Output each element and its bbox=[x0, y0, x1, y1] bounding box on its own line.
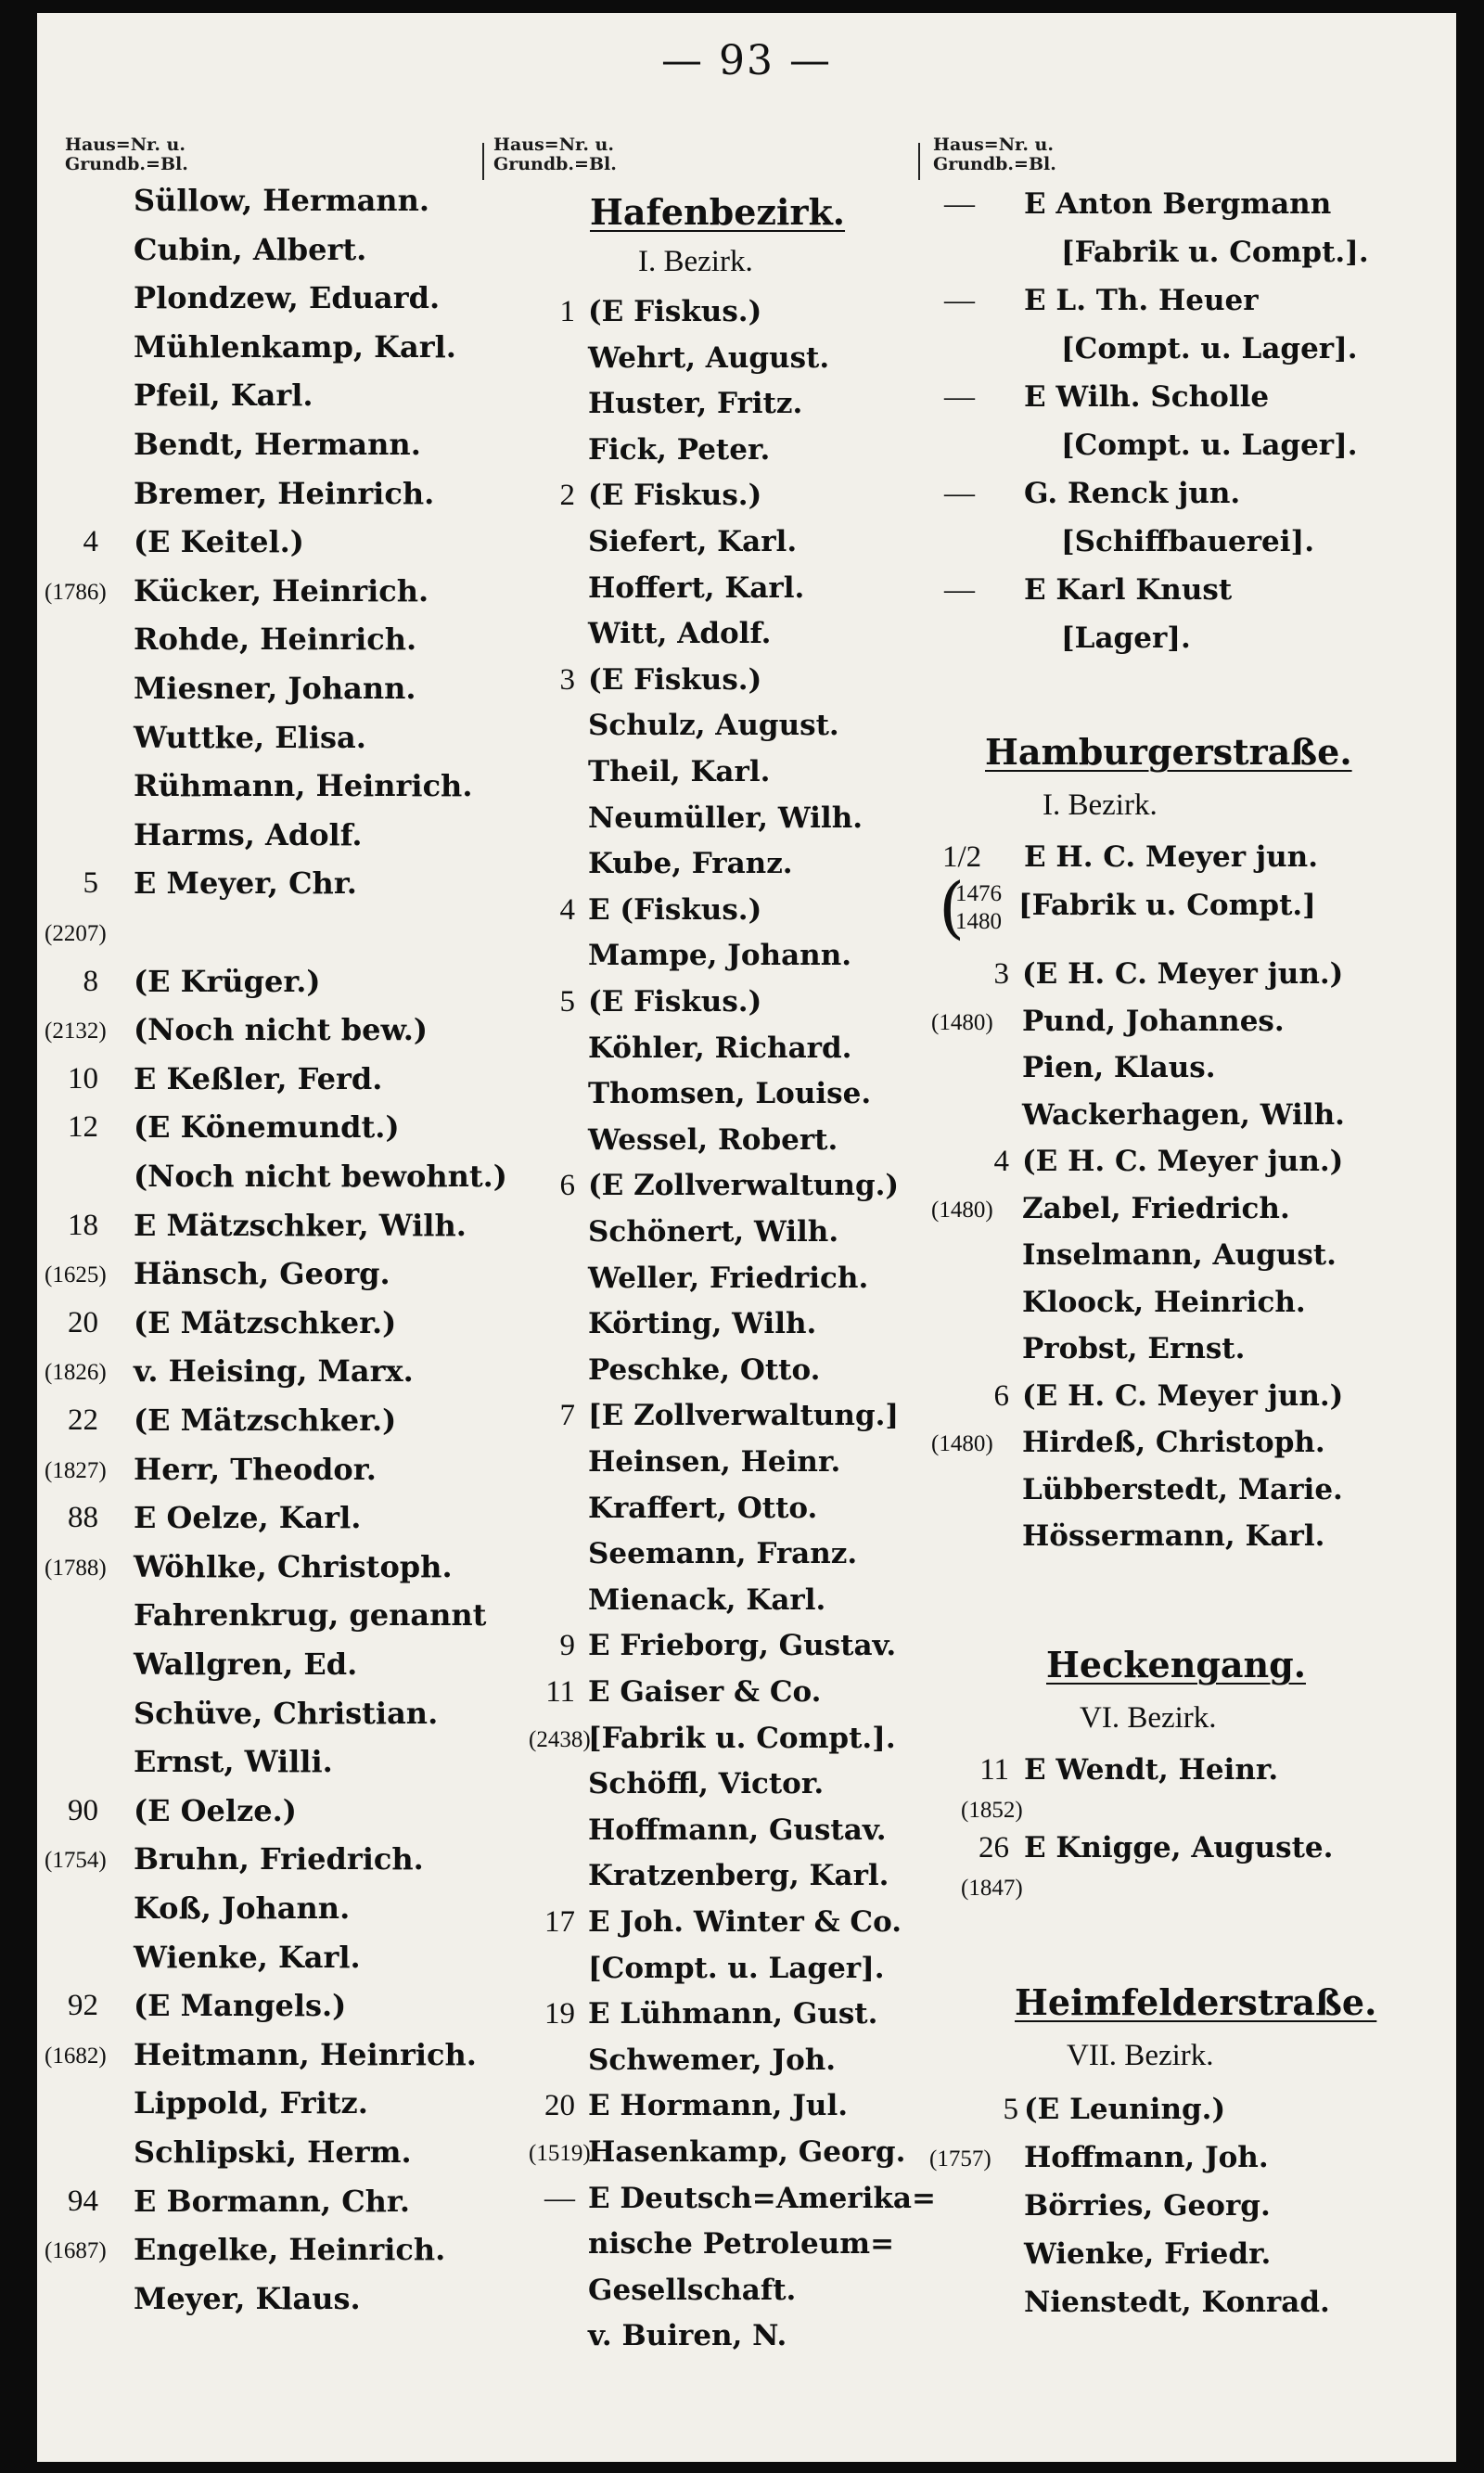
entry-text: [Fabrik u. Compt.]. bbox=[588, 1721, 896, 1755]
grundbuch-number: (1687) bbox=[45, 2238, 107, 2264]
entry-text: E (Fiskus.) bbox=[588, 892, 762, 927]
grundbuch-number: (2132) bbox=[45, 1019, 107, 1044]
entry-text: E Lühmann, Gust. bbox=[588, 1997, 878, 2031]
dash-marker: — bbox=[944, 380, 975, 414]
entry-text: Ernst, Willi. bbox=[134, 1744, 333, 1780]
entry-text: Harms, Adolf. bbox=[134, 816, 363, 852]
entry-text: (E Keitel.) bbox=[134, 524, 304, 560]
entry-text: Wienke, Friedr. bbox=[1024, 2237, 1272, 2271]
entry-text: Schulz, August. bbox=[588, 709, 839, 743]
entry-text: Probst, Ernst. bbox=[1022, 1332, 1246, 1365]
entry-text: (E Mätzschker.) bbox=[134, 1403, 397, 1438]
entry-text: Kücker, Heinrich. bbox=[134, 572, 429, 609]
district-label: I. Bezirk. bbox=[1043, 788, 1158, 822]
entry-text: E Karl Knust bbox=[1024, 573, 1233, 607]
grundbuch-number: (1788) bbox=[45, 1555, 107, 1581]
entry-text: Hoffert, Karl. bbox=[588, 570, 805, 605]
entry-text: Börries, Georg. bbox=[1024, 2189, 1271, 2223]
entry-text: Bremer, Heinrich. bbox=[134, 475, 435, 511]
entry-text: E Bormann, Chr. bbox=[134, 2183, 410, 2219]
entry-text: Bendt, Hermann. bbox=[134, 427, 421, 462]
entry-text: Hasenkamp, Georg. bbox=[588, 2135, 906, 2169]
entry-text: Nienstedt, Konrad. bbox=[1024, 2286, 1330, 2319]
entry-text: E Meyer, Chr. bbox=[134, 865, 357, 902]
entry-text: G. Renck jun. bbox=[1024, 477, 1241, 510]
entry-text: Pien, Klaus. bbox=[1022, 1051, 1216, 1084]
entry-text: Kratzenberg, Karl. bbox=[588, 1859, 889, 1893]
grundbuch-number: 1480 bbox=[955, 909, 1002, 934]
entry-text: [Compt. u. Lager]. bbox=[1061, 429, 1358, 462]
grundbuch-number: (1852) bbox=[961, 1798, 1023, 1823]
entry-text: Huster, Fritz. bbox=[588, 387, 803, 421]
entry-text: Heitmann, Heinrich. bbox=[134, 2036, 477, 2072]
entry-text: Cubin, Albert. bbox=[134, 231, 367, 267]
entry-text: Witt, Adolf. bbox=[588, 617, 772, 651]
entry-text: Schwemer, Joh. bbox=[588, 2043, 837, 2077]
grundbuch-number: (1757) bbox=[929, 2146, 991, 2172]
entry-text: Köhler, Richard. bbox=[588, 1031, 852, 1065]
house-number: 4 bbox=[83, 525, 98, 559]
entry-text: (E Mangels.) bbox=[134, 1988, 347, 2024]
entry-text: Wehrt, August. bbox=[588, 340, 830, 375]
house-number: 5 bbox=[1003, 2093, 1018, 2126]
district-label: VII. Bezirk. bbox=[1067, 2039, 1214, 2072]
grundbuch-number: (2438) bbox=[529, 1726, 591, 1752]
house-number: 26 bbox=[979, 1831, 1009, 1864]
street-heading: Hafenbezirk. bbox=[590, 191, 846, 233]
document-page bbox=[37, 13, 1456, 2462]
entry-text: Wallgren, Ed. bbox=[134, 1647, 358, 1682]
grundbuch-number: (1625) bbox=[45, 1262, 107, 1288]
house-number: 90 bbox=[68, 1793, 98, 1827]
entry-text: Zabel, Friedrich. bbox=[1022, 1191, 1290, 1225]
entry-text: Peschke, Otto. bbox=[588, 1352, 821, 1387]
entry-text: E Frieborg, Gustav. bbox=[588, 1629, 897, 1663]
grundbuch-number: (1682) bbox=[45, 2043, 107, 2069]
entry-text: Seemann, Franz. bbox=[588, 1537, 858, 1571]
entry-text: Meyer, Klaus. bbox=[134, 2280, 361, 2316]
entry-text: Hirdeß, Christoph. bbox=[1022, 1426, 1325, 1459]
entry-text: Wessel, Robert. bbox=[588, 1122, 838, 1157]
column-header-3: Haus=Nr. u. Grundb.=Bl. bbox=[933, 135, 1056, 174]
entry-text: (E Zollverwaltung.) bbox=[588, 1169, 900, 1203]
house-number: 10 bbox=[68, 1061, 98, 1096]
entry-text: Mühlenkamp, Karl. bbox=[134, 328, 456, 365]
entry-text: E Anton Bergmann bbox=[1024, 187, 1332, 221]
house-number: 11 bbox=[545, 1675, 575, 1709]
entry-text: (E H. C. Meyer jun.) bbox=[1022, 1145, 1344, 1178]
entry-text: Heinsen, Heinr. bbox=[588, 1445, 841, 1479]
entry-text: Hänsch, Georg. bbox=[134, 1256, 390, 1292]
entry-text: Lippold, Fritz. bbox=[134, 2085, 368, 2121]
entry-text: Wackerhagen, Wilh. bbox=[1022, 1097, 1345, 1132]
entry-text: (E Könemundt.) bbox=[134, 1109, 400, 1146]
entry-text: Bruhn, Friedrich. bbox=[134, 1841, 424, 1877]
entry-text: Inselmann, August. bbox=[1022, 1238, 1337, 1272]
entry-text: Engelke, Heinrich. bbox=[134, 2232, 446, 2268]
grundbuch-number: (1826) bbox=[45, 1360, 107, 1386]
entry-text: [Lager]. bbox=[1061, 621, 1191, 655]
entry-text: E Wilh. Scholle bbox=[1024, 380, 1270, 414]
house-number: 8 bbox=[83, 964, 98, 998]
entry-text: Rohde, Heinrich. bbox=[134, 621, 417, 658]
entry-text: (E Fiskus.) bbox=[588, 479, 762, 513]
page-number: — 93 — bbox=[661, 37, 832, 84]
house-number: 1/2 bbox=[942, 840, 982, 874]
entry-text: (E Fiskus.) bbox=[588, 985, 762, 1019]
entry-text: E Gaiser & Co. bbox=[588, 1675, 822, 1709]
entry-text: Plondzew, Eduard. bbox=[134, 280, 441, 316]
entry-text: Schönert, Wilh. bbox=[588, 1215, 839, 1249]
entry-text: E Knigge, Auguste. bbox=[1024, 1831, 1334, 1864]
entry-text: E Mätzschker, Wilh. bbox=[134, 1207, 467, 1243]
house-number: 9 bbox=[559, 1629, 575, 1663]
entry-text: Weller, Friedrich. bbox=[588, 1261, 869, 1295]
entry-text: Körting, Wilh. bbox=[588, 1307, 817, 1341]
house-number: 88 bbox=[68, 1501, 98, 1535]
entry-text: Hoffmann, Gustav. bbox=[588, 1813, 887, 1847]
entry-text: (E Fiskus.) bbox=[588, 295, 762, 328]
entry-text: Schöffl, Victor. bbox=[588, 1767, 825, 1801]
entry-text: E Deutsch=Amerika= bbox=[588, 2181, 936, 2215]
grundbuch-number: (1827) bbox=[45, 1457, 107, 1483]
column-header-1: Haus=Nr. u. Grundb.=Bl. bbox=[65, 135, 188, 174]
street-heading: Heimfelderstraße. bbox=[1015, 1981, 1377, 2023]
entry-text: Mampe, Johann. bbox=[588, 939, 852, 973]
grundbuch-number: (2207) bbox=[45, 921, 107, 946]
entry-text: Hössermann, Karl. bbox=[1022, 1519, 1325, 1553]
entry-text: E L. Th. Heuer bbox=[1024, 284, 1259, 317]
entry-text: (E Fiskus.) bbox=[588, 662, 762, 697]
house-number: 11 bbox=[979, 1753, 1009, 1787]
entry-text: (Noch nicht bewohnt.) bbox=[134, 1159, 507, 1194]
entry-text: Kloock, Heinrich. bbox=[1022, 1285, 1306, 1319]
grundbuch-number: (1519) bbox=[529, 2141, 591, 2166]
entry-text: E H. C. Meyer jun. bbox=[1024, 840, 1318, 874]
house-number: 6 bbox=[993, 1378, 1009, 1413]
house-number: 6 bbox=[559, 1169, 575, 1203]
entry-text: Lübberstedt, Marie. bbox=[1022, 1472, 1343, 1506]
entry-text: v. Heising, Marx. bbox=[134, 1353, 414, 1390]
entry-text: Pfeil, Karl. bbox=[134, 378, 313, 414]
entry-text: Herr, Theodor. bbox=[134, 1451, 377, 1487]
entry-text: Wöhlke, Christoph. bbox=[134, 1548, 453, 1584]
house-number: 4 bbox=[993, 1145, 1009, 1178]
entry-text: Wuttke, Elisa. bbox=[134, 719, 366, 755]
entry-text: Hoffmann, Joh. bbox=[1024, 2141, 1269, 2174]
house-number: 20 bbox=[68, 1305, 98, 1339]
entry-text: nische Petroleum= bbox=[588, 2227, 895, 2262]
entry-text: E Hormann, Jul. bbox=[588, 2089, 849, 2123]
house-number: 2 bbox=[559, 479, 575, 513]
entry-text: Wienke, Karl. bbox=[134, 1939, 361, 1975]
street-heading: Heckengang. bbox=[1046, 1644, 1306, 1685]
entry-text: Fick, Peter. bbox=[588, 432, 771, 467]
entry-text: Rühmann, Heinrich. bbox=[134, 768, 473, 804]
entry-text: Schüve, Christian. bbox=[134, 1695, 439, 1731]
entry-text: [E Zollverwaltung.] bbox=[588, 1399, 900, 1433]
house-number: — bbox=[544, 2181, 575, 2215]
brace-bracket: ( bbox=[939, 868, 966, 946]
house-number: 1 bbox=[559, 295, 575, 328]
entry-text: Kube, Franz. bbox=[588, 847, 793, 881]
grundbuch-number: (1480) bbox=[931, 1009, 993, 1035]
entry-text: Miesner, Johann. bbox=[134, 671, 416, 706]
house-number: 4 bbox=[559, 892, 575, 927]
house-number: 20 bbox=[544, 2089, 575, 2123]
house-number: 94 bbox=[68, 2184, 98, 2218]
entry-text: Mienack, Karl. bbox=[588, 1582, 826, 1617]
entry-text: [Compt. u. Lager]. bbox=[588, 1951, 885, 1985]
house-number: 5 bbox=[83, 866, 98, 901]
entry-text: Schlipski, Herm. bbox=[134, 2134, 412, 2170]
entry-text: (E Mätzschker.) bbox=[134, 1304, 397, 1340]
entry-text: Gesellschaft. bbox=[588, 2273, 797, 2307]
house-number: 18 bbox=[68, 1208, 98, 1242]
entry-text: E Keßler, Ferd. bbox=[134, 1060, 383, 1096]
grundbuch-number: (1847) bbox=[961, 1876, 1023, 1901]
entry-text: (E H. C. Meyer jun.) bbox=[1022, 957, 1344, 991]
dash-marker: — bbox=[944, 477, 975, 510]
entry-text: Fahrenkrug, genannt bbox=[134, 1597, 487, 1634]
house-number: 92 bbox=[68, 1989, 98, 2023]
grundbuch-number: (1754) bbox=[45, 1848, 107, 1874]
house-number: 3 bbox=[559, 662, 575, 697]
house-number: 7 bbox=[559, 1399, 575, 1433]
entry-text: E Oelze, Karl. bbox=[134, 1500, 362, 1536]
entry-text: [Fabrik u. Compt.]. bbox=[1061, 236, 1369, 269]
grundbuch-number: (1480) bbox=[931, 1431, 993, 1456]
entry-text: v. Buiren, N. bbox=[588, 2319, 787, 2353]
dash-marker: — bbox=[944, 284, 975, 317]
dash-marker: — bbox=[944, 573, 975, 607]
entry-text: Koß, Johann. bbox=[134, 1890, 351, 1926]
column-header-2: Haus=Nr. u. Grundb.=Bl. bbox=[493, 135, 617, 174]
grundbuch-number: (1786) bbox=[45, 579, 107, 605]
district-label: VI. Bezirk. bbox=[1080, 1701, 1217, 1735]
entry-text: (E Krüger.) bbox=[134, 963, 321, 999]
entry-text: (E Oelze.) bbox=[134, 1792, 297, 1828]
grundbuch-number: 1476 bbox=[955, 881, 1002, 906]
house-number: 12 bbox=[68, 1110, 98, 1145]
house-number: 3 bbox=[993, 957, 1009, 991]
entry-text: Kraffert, Otto. bbox=[588, 1491, 818, 1525]
column-divider bbox=[482, 143, 484, 180]
entry-text: Thomsen, Louise. bbox=[588, 1077, 872, 1111]
entry-text: Theil, Karl. bbox=[588, 755, 771, 788]
entry-text: [Compt. u. Lager]. bbox=[1061, 332, 1358, 365]
entry-text: [Fabrik u. Compt.] bbox=[1018, 889, 1316, 922]
entry-text: E Joh. Winter & Co. bbox=[588, 1905, 902, 1939]
house-number: 17 bbox=[544, 1905, 575, 1939]
grundbuch-number: (1480) bbox=[931, 1197, 993, 1223]
entry-text: (Noch nicht bew.) bbox=[134, 1012, 429, 1048]
dash-marker: — bbox=[944, 187, 975, 221]
house-number: 5 bbox=[559, 985, 575, 1019]
entry-text: (E H. C. Meyer jun.) bbox=[1022, 1378, 1344, 1413]
district-label: I. Bezirk. bbox=[638, 245, 753, 278]
column-divider bbox=[918, 143, 920, 180]
entry-text: [Schiffbauerei]. bbox=[1061, 525, 1315, 558]
entry-text: E Wendt, Heinr. bbox=[1024, 1753, 1279, 1787]
entry-text: Pund, Johannes. bbox=[1022, 1004, 1285, 1038]
house-number: 19 bbox=[544, 1997, 575, 2031]
entry-text: Neumüller, Wilh. bbox=[588, 801, 864, 835]
entry-text: Süllow, Hermann. bbox=[134, 183, 429, 218]
house-number: 22 bbox=[68, 1403, 98, 1437]
entry-text: Siefert, Karl. bbox=[588, 525, 798, 558]
street-heading: Hamburgerstraße. bbox=[985, 731, 1352, 773]
entry-text: (E Leuning.) bbox=[1024, 2093, 1226, 2126]
